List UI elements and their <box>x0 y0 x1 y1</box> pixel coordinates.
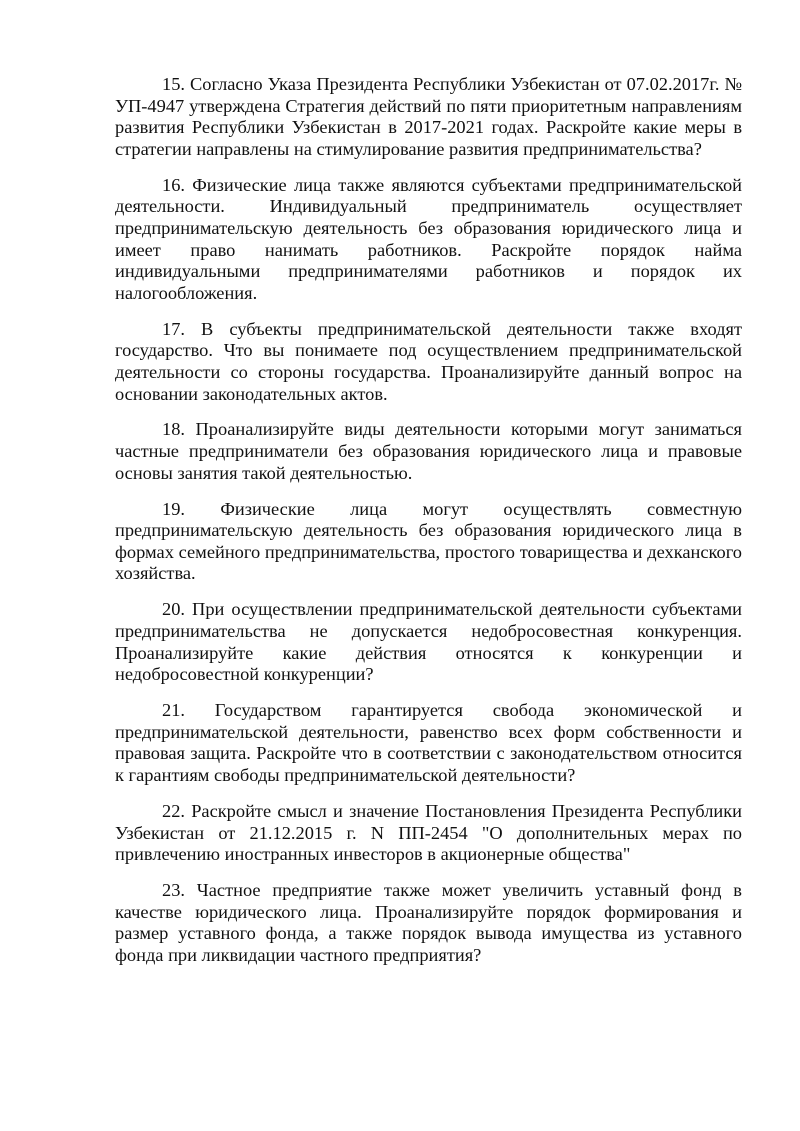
question-16: 16. Физические лица также являются субъектами предпринимательской деятельности. Индивидуальный предприниматель осуществляет предпринимательскую деятельность без образования юридического лица и имеет право нанимать работников. Раскройте порядок найма индивидуальными предпринимателями работников и порядок их налогообложения. <box>115 174 742 303</box>
question-21: 21. Государством гарантируется свобода экономической и предпринимательской деятельности, равенство всех форм собственности и правовая защита. Раскройте что в соответствии с законодательством относится к гарантиям свободы предпринимательской деятельности? <box>115 700 742 785</box>
question-20: 20. При осуществлении предпринимательской деятельности субъектами предпринимательства не допускается недобросовестная конкуренция. Проанализируйте какие действия относятся к конкуренции и недобросовестной конкуренции? <box>115 599 742 685</box>
question-15: 15. Согласно Указа Президента Республики Узбекистан от 07.02.2017г. № УП-4947 утверждена Стратегия действий по пяти приоритетным направлениям развития Республики Узбекистан в 2017-2021 годах. Раскройте какие меры в стратегии направлены на стимулирование развития предпринимательства? <box>115 74 742 159</box>
question-17: 17. В субъекты предпринимательской деятельности также входят государство. Что вы понимаете под осуществлением предпринимательской деятельности со стороны государства. Проанализируйте данный вопрос на основании законодательных актов. <box>115 318 742 404</box>
document-body <box>115 74 742 981</box>
question-18: 18. Проанализируйте виды деятельности которыми могут заниматься частные предприниматели без образования юридического лица и правовые основы занятия такой деятельностью. <box>115 419 742 483</box>
question-22: 22. Раскройте смысл и значение Постановления Президента Республики Узбекистан от 21.12.2015 г. N ПП-2454 "О дополнительных мерах по привлечению иностранных инвесторов в акционерные общества" <box>115 800 742 865</box>
question-19: 19. Физические лица могут осуществлять совместную предпринимательскую деятельность без образования юридического лица в формах семейного предпринимательства, простого товарищества и дехканского хозяйства. <box>115 498 742 584</box>
question-23: 23. Частное предприятие также может увеличить уставный фонд в качестве юридического лица. Проанализируйте порядок формирования и размер уставного фонда, а также порядок вывода имущества из уставного фонда при ликвидации частного предприятия? <box>115 880 742 965</box>
